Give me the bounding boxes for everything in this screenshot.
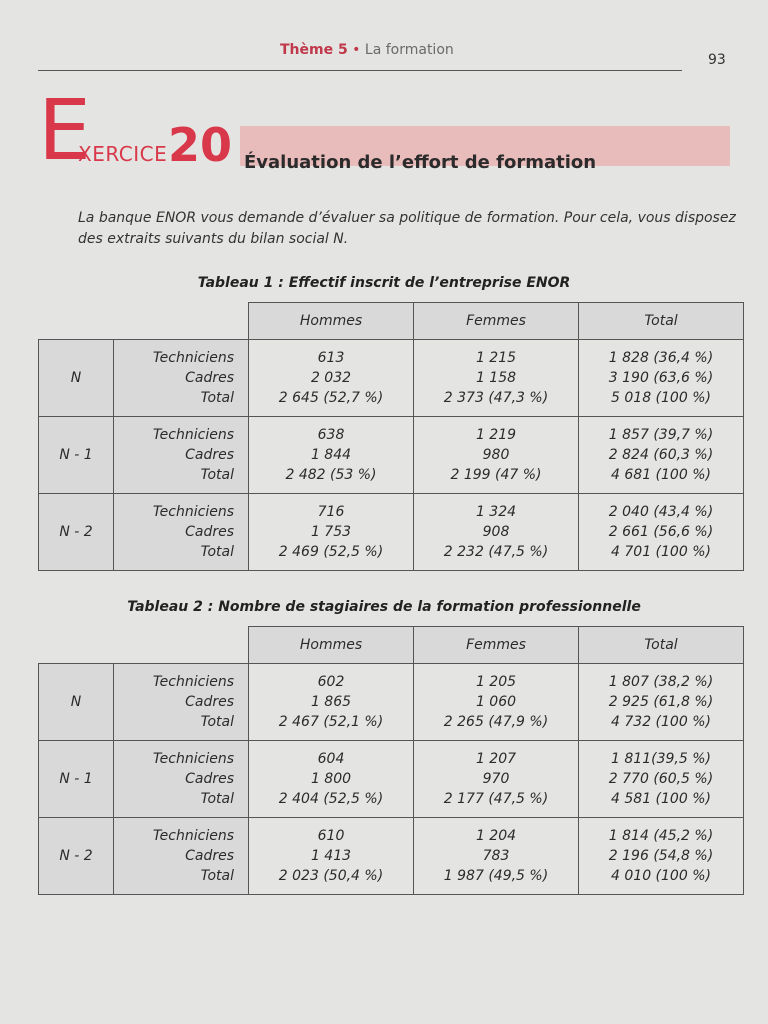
column-header: Hommes xyxy=(249,627,414,664)
table-row xyxy=(39,494,744,571)
theme-label: Thème 5 xyxy=(280,42,348,58)
table-row xyxy=(39,818,744,895)
category-label: Cadres xyxy=(185,370,234,386)
value: 613 xyxy=(317,350,345,366)
theme-title: La formation xyxy=(364,42,454,58)
value: 602 xyxy=(317,674,345,690)
year-cell: N - 2 xyxy=(39,818,114,895)
corner-blank xyxy=(39,627,249,664)
value: 2 023 (50,4 %) xyxy=(278,868,384,884)
femmes-cell xyxy=(414,741,579,818)
value: 4 732 (100 %) xyxy=(611,714,711,730)
value: 2 645 (52,7 %) xyxy=(278,390,384,406)
category-label: Total xyxy=(200,544,234,560)
value: 1 413 xyxy=(310,848,352,864)
category-label: Total xyxy=(200,868,234,884)
corner-blank xyxy=(39,303,249,340)
total-cell xyxy=(579,741,744,818)
value: 604 xyxy=(317,751,345,767)
value: 2 177 (47,5 %) xyxy=(443,791,549,807)
category-cell xyxy=(114,818,249,895)
table1-caption: Tableau 1 : Effectif inscrit de l’entreprise ENOR xyxy=(197,275,571,291)
year-cell: N - 1 xyxy=(39,741,114,818)
value: 638 xyxy=(317,427,345,443)
value: 3 190 (63,6 %) xyxy=(608,370,714,386)
value: 980 xyxy=(482,447,510,463)
category-label: Total xyxy=(200,467,234,483)
category-label: Cadres xyxy=(185,848,234,864)
value: 716 xyxy=(317,504,345,520)
value: 2 199 (47 %) xyxy=(450,467,542,483)
total-cell xyxy=(579,664,744,741)
value: 2 925 (61,8 %) xyxy=(608,694,714,710)
column-header: Femmes xyxy=(414,303,579,340)
value: 1 807 (38,2 %) xyxy=(608,674,714,690)
category-label: Total xyxy=(200,714,234,730)
category-label: Techniciens xyxy=(152,350,234,366)
table2 xyxy=(38,626,744,895)
femmes-cell xyxy=(414,494,579,571)
category-cell xyxy=(114,664,249,741)
intro-paragraph: La banque ENOR vous demande d’évaluer sa politique de formation. Pour cela, vous disposez des extraits suivants du bilan social N. xyxy=(78,210,736,247)
category-label: Techniciens xyxy=(152,427,234,443)
exercise-word: XERCICE xyxy=(78,142,168,166)
table-row xyxy=(39,664,744,741)
value: 970 xyxy=(482,771,510,787)
value: 2 469 (52,5 %) xyxy=(278,544,384,560)
value: 1 205 xyxy=(475,674,517,690)
value: 610 xyxy=(317,828,345,844)
exercise-title: Évaluation de l’effort de formation xyxy=(244,152,597,173)
category-cell xyxy=(114,340,249,417)
value: 2 824 (60,3 %) xyxy=(608,447,714,463)
value: 783 xyxy=(482,848,510,864)
femmes-cell xyxy=(414,664,579,741)
page-number: 93 xyxy=(708,52,726,68)
value: 1 158 xyxy=(475,370,517,386)
value: 2 232 (47,5 %) xyxy=(443,544,549,560)
hommes-cell xyxy=(249,340,414,417)
category-label: Cadres xyxy=(185,694,234,710)
value: 1 324 xyxy=(475,504,517,520)
femmes-cell xyxy=(414,818,579,895)
table-row xyxy=(39,417,744,494)
table2-caption: Tableau 2 : Nombre de stagiaires de la formation professionnelle xyxy=(127,599,641,615)
category-label: Techniciens xyxy=(152,674,234,690)
category-label: Cadres xyxy=(185,524,234,540)
value: 1 828 (36,4 %) xyxy=(608,350,714,366)
running-head xyxy=(280,42,454,58)
category-cell xyxy=(114,494,249,571)
value: 2 373 (47,3 %) xyxy=(443,390,549,406)
table-row xyxy=(39,741,744,818)
value: 1 800 xyxy=(310,771,352,787)
value: 1 865 xyxy=(310,694,352,710)
value: 1 857 (39,7 %) xyxy=(608,427,714,443)
value: 2 404 (52,5 %) xyxy=(278,791,384,807)
value: 1 811(39,5 %) xyxy=(611,751,711,767)
value: 1 753 xyxy=(310,524,352,540)
value: 4 681 (100 %) xyxy=(611,467,711,483)
value: 1 215 xyxy=(475,350,517,366)
value: 2 467 (52,1 %) xyxy=(278,714,384,730)
value: 2 196 (54,8 %) xyxy=(608,848,714,864)
hommes-cell xyxy=(249,417,414,494)
value: 4 010 (100 %) xyxy=(611,868,711,884)
value: 2 661 (56,6 %) xyxy=(608,524,714,540)
value: 2 032 xyxy=(310,370,352,386)
value: 1 219 xyxy=(475,427,517,443)
hommes-cell xyxy=(249,818,414,895)
hommes-cell xyxy=(249,664,414,741)
column-header: Total xyxy=(579,303,744,340)
total-cell xyxy=(579,340,744,417)
value: 1 844 xyxy=(310,447,352,463)
header-row xyxy=(39,303,744,340)
femmes-cell xyxy=(414,340,579,417)
category-label: Cadres xyxy=(185,771,234,787)
year-cell: N - 2 xyxy=(39,494,114,571)
exercise-heading xyxy=(38,81,738,179)
value: 2 482 (53 %) xyxy=(285,467,377,483)
column-header: Total xyxy=(579,627,744,664)
exercise-initial: E xyxy=(38,81,92,179)
year-cell: N - 1 xyxy=(39,417,114,494)
value: 1 204 xyxy=(475,828,517,844)
category-cell xyxy=(114,417,249,494)
category-label: Techniciens xyxy=(152,504,234,520)
category-cell xyxy=(114,741,249,818)
value: 2 265 (47,9 %) xyxy=(443,714,549,730)
value: 4 581 (100 %) xyxy=(611,791,711,807)
value: 1 060 xyxy=(475,694,517,710)
total-cell xyxy=(579,417,744,494)
total-cell xyxy=(579,818,744,895)
theme-separator: • xyxy=(352,42,361,58)
table1 xyxy=(38,302,744,571)
value: 1 814 (45,2 %) xyxy=(608,828,714,844)
value: 1 987 (49,5 %) xyxy=(443,868,549,884)
femmes-cell xyxy=(414,417,579,494)
year-cell: N xyxy=(39,664,114,741)
hommes-cell xyxy=(249,741,414,818)
page-header xyxy=(0,42,768,68)
hommes-cell xyxy=(249,494,414,571)
value: 2 040 (43,4 %) xyxy=(608,504,714,520)
category-label: Techniciens xyxy=(152,751,234,767)
value: 1 207 xyxy=(475,751,517,767)
category-label: Total xyxy=(200,390,234,406)
category-label: Total xyxy=(200,791,234,807)
category-label: Cadres xyxy=(185,447,234,463)
value: 5 018 (100 %) xyxy=(611,390,711,406)
category-label: Techniciens xyxy=(152,828,234,844)
column-header: Femmes xyxy=(414,627,579,664)
value: 908 xyxy=(482,524,510,540)
table-row xyxy=(39,340,744,417)
value: 4 701 (100 %) xyxy=(611,544,711,560)
column-header: Hommes xyxy=(249,303,414,340)
total-cell xyxy=(579,494,744,571)
exercise-number: 20 xyxy=(168,118,233,172)
year-cell: N xyxy=(39,340,114,417)
header-row xyxy=(39,627,744,664)
header-divider xyxy=(38,70,682,71)
value: 2 770 (60,5 %) xyxy=(608,771,714,787)
